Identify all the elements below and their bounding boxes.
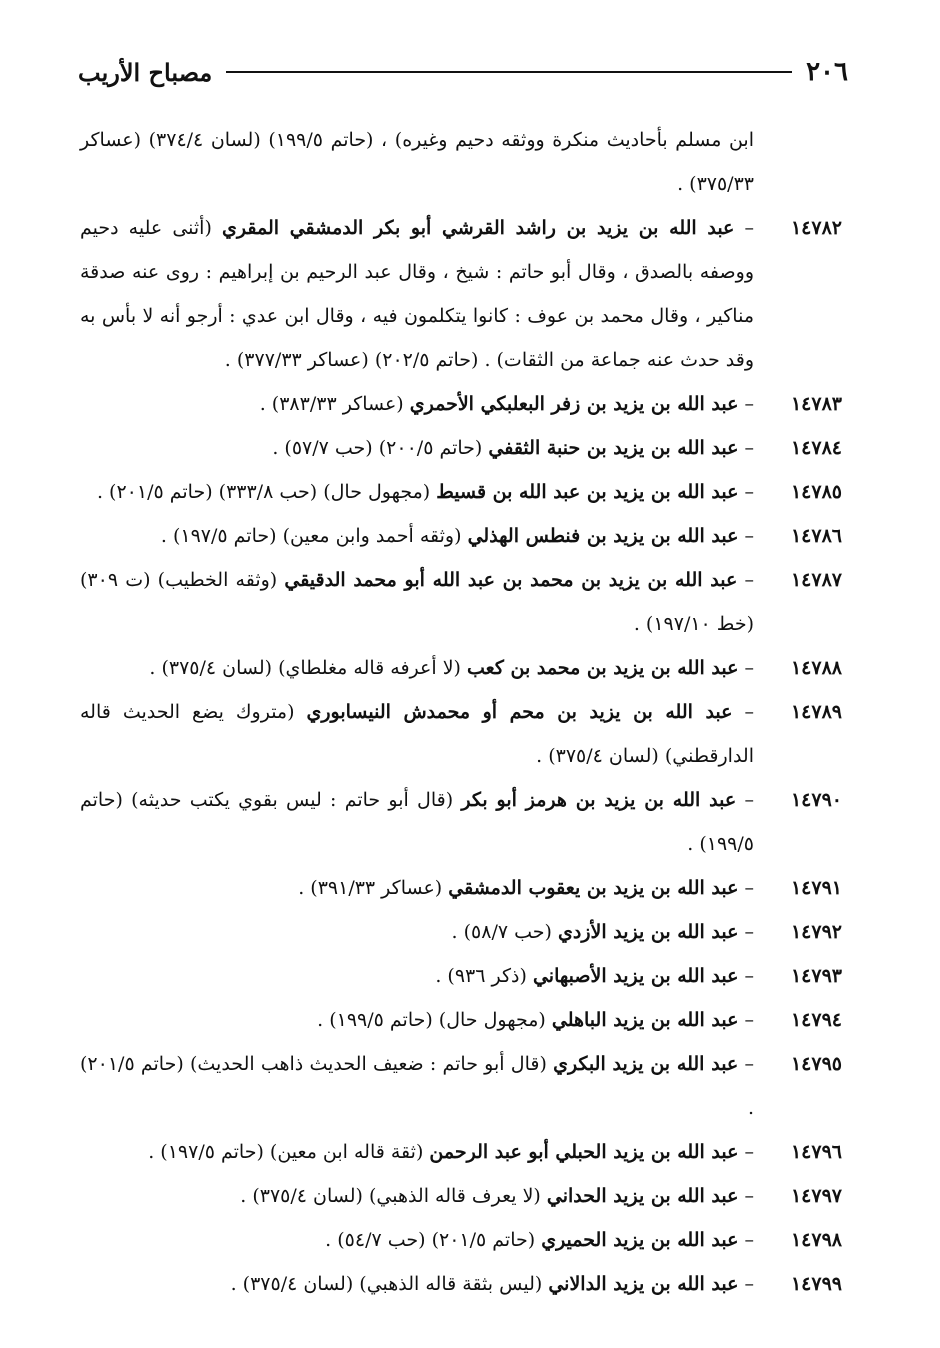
entry-name: عبد الله بن يزيد الأزدي	[557, 921, 739, 943]
entry-dash: –	[738, 437, 754, 459]
entry-number: ١٤٧٩٢	[790, 921, 842, 943]
entry-dash: –	[738, 921, 754, 943]
entry-name: عبد الله بن يزيد بن محمد بن كعب	[467, 657, 739, 679]
entry-details: (حاتم ٢٠١/٥) (حب ٥٤/٧) .	[325, 1229, 536, 1251]
entry-14799	[80, 1262, 842, 1306]
entry-14795	[80, 1042, 842, 1130]
entry-number: ١٤٧٨٩	[790, 701, 842, 723]
entry-dash: –	[738, 1185, 754, 1207]
entry-details: (ليس بثقة قاله الذهبي) (لسان ٣٧٥/٤) .	[230, 1273, 543, 1295]
page-number: ٢٠٦	[806, 57, 848, 87]
entry-14786	[80, 514, 842, 558]
entry-14782	[80, 206, 842, 382]
continuation-text: ابن مسلم بأحاديث منكرة ووثقه دحيم وغيره) ، (حاتم ١٩٩/٥) (لسان ٣٧٤/٤) (عساكر ٣٧٥/٣٣) .	[80, 129, 754, 195]
entry-dash: –	[738, 1229, 754, 1251]
entry-dash: –	[734, 217, 755, 239]
entry-14790	[80, 778, 842, 866]
entry-details: (مجهول حال) (حب ٣٣٣/٨) (حاتم ٢٠١/٥) .	[96, 481, 431, 503]
entry-name: عبد الله بن يزيد الأصبهاني	[532, 965, 739, 987]
entry-name: عبد الله بن يزيد الباهلي	[551, 1009, 739, 1031]
entry-details: (ذكر ٩٣٦) .	[435, 965, 527, 987]
entry-details: (متروك يضع الحديث قاله الدارقطني) (لسان ٣٧٥/٤) .	[80, 701, 754, 767]
entry-details: (لا أعرفه قاله مغلطاي) (لسان ٣٧٥/٤) .	[149, 657, 461, 679]
entry-number: ١٤٧٨٦	[790, 525, 842, 547]
entry-14789	[80, 690, 842, 778]
entry-number: ١٤٧٨٣	[790, 393, 842, 415]
entry-name: عبد الله بن يزيد البكري	[553, 1053, 739, 1075]
entry-number: ١٤٧٨٥	[790, 481, 842, 503]
entry-14787	[80, 558, 842, 646]
entry-14791	[80, 866, 842, 910]
entry-dash: –	[738, 1009, 754, 1031]
entry-name: عبد الله بن يزيد بن فنطس الهذلي	[467, 525, 739, 547]
entry-details: (ثقة قاله ابن معين) (حاتم ١٩٧/٥) .	[148, 1141, 424, 1163]
entry-details: (مجهول حال) (حاتم ١٩٩/٥) .	[317, 1009, 546, 1031]
entry-14798	[80, 1218, 842, 1262]
entry-number: ١٤٧٨٤	[790, 437, 842, 459]
entry-number: ١٤٧٩٣	[790, 965, 842, 987]
entry-details: (لا يعرف قاله الذهبي) (لسان ٣٧٥/٤) .	[240, 1185, 541, 1207]
entries-list	[80, 118, 842, 1306]
entry-details: (وثقه أحمد وابن معين) (حاتم ١٩٧/٥) .	[160, 525, 462, 547]
entry-details: (عساكر ٣٨٣/٣٣) .	[259, 393, 404, 415]
entry-number: ١٤٧٩٥	[790, 1053, 842, 1075]
entry-number: ١٤٧٩٩	[790, 1273, 842, 1295]
entry-name: عبد الله بن يزيد بن محمد بن عبد الله أبو محمد الدقيقي	[284, 569, 738, 591]
entry-name: عبد الله بن يزيد بن محم أو محمدش النيسابوري	[306, 701, 733, 723]
entry-details: (قال أبو حاتم : ليس بقوي يكتب حديثه) (حاتم ١٩٩/٥) .	[80, 789, 754, 855]
entry-name: عبد الله بن يزيد الحداني	[546, 1185, 739, 1207]
entry-14794	[80, 998, 842, 1042]
entry-14793	[80, 954, 842, 998]
entry-dash: –	[738, 481, 754, 503]
entry-dash: –	[738, 1273, 754, 1295]
entry-number: ١٤٧٩٤	[790, 1009, 842, 1031]
entry-name: عبد الله بن يزيد بن يعقوب الدمشقي	[448, 877, 739, 899]
entry-details: (وثقه الخطيب) (ت ٣٠٩) (خط ١٩٧/١٠) .	[80, 569, 754, 635]
entry-number: ١٤٧٩١	[790, 877, 842, 899]
entry-details: (حاتم ٢٠٠/٥) (حب ٥٧/٧) .	[272, 437, 483, 459]
entry-dash: –	[737, 569, 754, 591]
entry-number: ١٤٧٨٧	[790, 569, 842, 591]
entry-number: ١٤٧٩٧	[790, 1185, 842, 1207]
entry-14788	[80, 646, 842, 690]
book-title: مصباح الأريب	[78, 57, 213, 87]
entry-name: عبد الله بن يزيد بن راشد القرشي أبو بكر الدمشقي المقري	[222, 217, 735, 239]
entry-dash: –	[738, 525, 754, 547]
entry-details: (أثنى عليه دحيم ووصفه بالصدق ، وقال أبو حاتم : شيخ ، وقال عبد الرحيم بن إبراهيم : روى عنه صدقة مناكير ، وقال محمد بن عوف : كانوا يتكلمون فيه ، وقال ابن عدي : أرجو أنه لا بأس به وقد حدث عنه جماعة من الثقات) . (حاتم ٢٠٢/٥) (عساكر ٣٧٧/٣٣) .	[80, 217, 754, 371]
entry-number: ١٤٧٩٦	[790, 1141, 842, 1163]
entry-dash: –	[736, 789, 754, 811]
entry-name: عبد الله بن يزيد الحبلي أبو عبد الرحمن	[429, 1141, 739, 1163]
entry-number: ١٤٧٨٨	[790, 657, 842, 679]
entry-dash: –	[738, 965, 754, 987]
entry-14784	[80, 426, 842, 470]
entry-dash: –	[738, 1053, 754, 1075]
entry-name: عبد الله بن يزيد بن هرمز أبو بكر	[461, 789, 737, 811]
entry-number: ١٤٧٩٨	[790, 1229, 842, 1251]
entry-number: ١٤٧٨٢	[790, 217, 842, 239]
entry-name: عبد الله بن يزيد الدالاني	[548, 1273, 739, 1295]
entry-dash: –	[738, 877, 754, 899]
entry-name: عبد الله بن يزيد بن حنبة الثقفي	[488, 437, 739, 459]
entry-14785	[80, 470, 842, 514]
page-header	[78, 52, 848, 92]
entry-dash: –	[732, 701, 754, 723]
entry-details: (حب ٥٨/٧) .	[451, 921, 552, 943]
header-rule	[226, 71, 792, 73]
entry-name: عبد الله بن يزيد بن عبد الله بن قسيط	[436, 481, 739, 503]
entry-14796	[80, 1130, 842, 1174]
entry-dash: –	[738, 1141, 754, 1163]
entry-14797	[80, 1174, 842, 1218]
entry-name: عبد الله بن يزيد الحميري	[541, 1229, 739, 1251]
entry-14792	[80, 910, 842, 954]
entry-14783	[80, 382, 842, 426]
entry-details: (قال أبو حاتم : ضعيف الحديث ذاهب الحديث) (حاتم ٢٠١/٥) .	[80, 1053, 754, 1119]
entry-number: ١٤٧٩٠	[790, 789, 842, 811]
entry-details: (عساكر ٣٩١/٣٣) .	[298, 877, 443, 899]
entry-dash: –	[738, 657, 754, 679]
entry-dash: –	[738, 393, 754, 415]
entry-name: عبد الله بن يزيد بن زفر البعلبكي الأحمري	[409, 393, 739, 415]
